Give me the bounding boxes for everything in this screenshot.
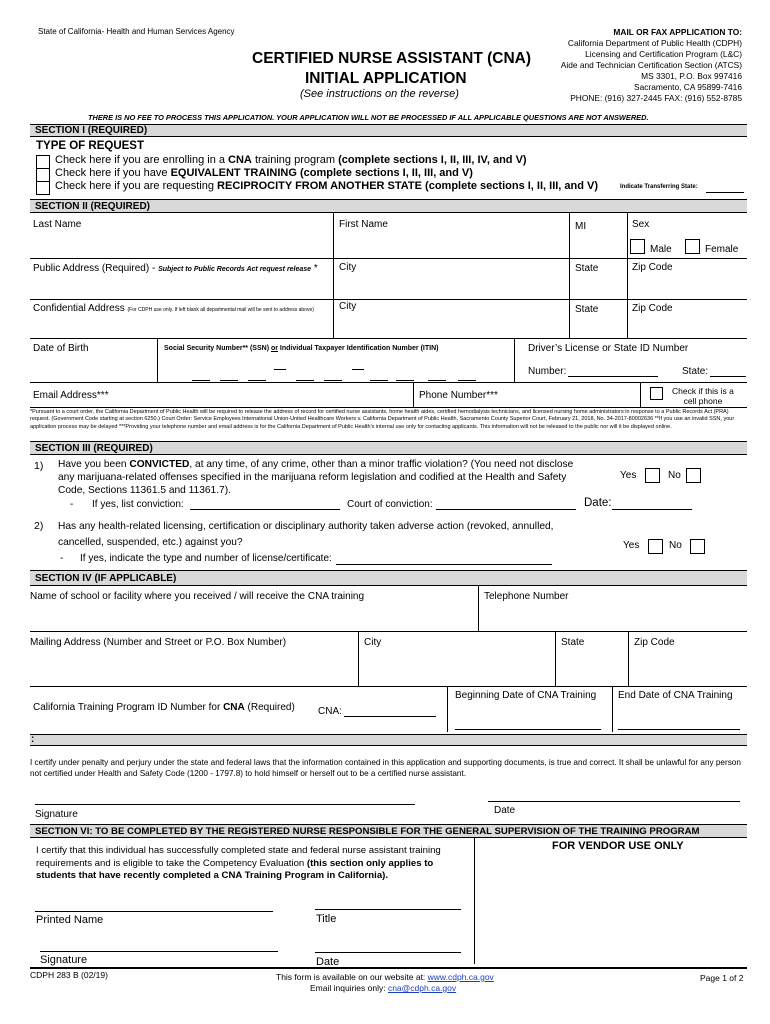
label-text: cell phone [683,396,723,406]
ssn-separator [274,369,286,370]
mail-line: Aide and Technician Certification Section (ATCS) [560,60,742,70]
confidential-state-label: State [575,304,599,315]
form-title-line1: CERTIFIED NURSE ASSISTANT (CNA) [252,50,531,67]
female-label: Female [705,244,739,255]
transferring-state-label: Indicate Transferring State: [620,184,698,190]
phone-label: Phone Number*** [419,390,498,401]
website-link[interactable]: www.cdph.ca.gov [427,972,494,982]
q2-yes-checkbox[interactable] [648,539,663,554]
form-id: CDPH 283 B (02/19) [30,970,108,980]
dl-number-input[interactable] [568,376,658,377]
q1-number: 1) [34,460,44,472]
q2-sub-label: If yes, indicate the type and number of license/certificate: [80,553,332,564]
section-2-header: SECTION II (REQUIRED) [30,199,747,213]
q1-court-label: Court of conviction: [347,499,433,510]
dl-state-label: State: [682,366,709,377]
confidential-zip-label: Zip Code [632,303,673,314]
email-label: Email Address*** [33,390,109,401]
dl-state-input[interactable] [710,376,746,377]
q1-no-label: No [668,470,681,481]
applicant-signature-label: Signature [35,809,78,820]
rn-printed-name-input[interactable] [35,911,273,912]
mail-line: Sacramento, CA 95899-7416 [633,82,742,92]
mail-line: PHONE: (916) 327-2445 FAX: (916) 552-8785 [570,93,742,103]
label-bold: CNA [223,702,245,713]
label-text: Social Security Number** (SSN) [164,345,271,352]
ssn-digit[interactable] [324,380,342,381]
confidential-note: (For CDPH use only. If left blank all departmental mail will be sent to address above) [127,307,314,313]
last-name-label: Last Name [33,219,82,230]
divider [474,838,475,964]
divider [555,631,556,686]
public-zip-label: Zip Code [632,262,673,273]
divider [628,631,629,686]
ssn-digit[interactable] [396,380,414,381]
confidential-city-label: City [339,301,357,312]
q2-license-input[interactable] [336,564,552,565]
section-1-header: SECTION I (REQUIRED) [30,124,747,137]
q2-number: 2) [34,520,44,532]
school-zip-label: Zip Code [634,637,675,648]
processing-notice: THERE IS NO FEE TO PROCESS THIS APPLICATION. YOUR APPLICATION WILL NOT BE PROCESSED IF ALL APPLICABLE QUESTIONS ARE NOT ANSWERED. [88,113,649,122]
cell-phone-label [672,386,734,406]
option-text: training program [251,154,339,166]
option-text: Check here if you are requesting [55,180,218,192]
public-address-label [33,263,318,275]
divider [358,631,359,686]
option-bold: EQUIVALENT TRAINING [170,167,297,179]
q1-yes-label: Yes [620,470,637,481]
row-line [30,299,747,300]
email-line [310,984,456,994]
certification-text: I certify under penalty and perjury under the state and federal laws that the information contained in this application and supporting documents, is true and correct. It shall be unlawful for any person not certified under Health and Safety Code (1200 - 1797.8) to hold himself or herself out to be a certified nurse assistant. [30,758,741,778]
label-text: (Required) [244,702,295,713]
divider [569,258,570,300]
option-text: Check here if you are enrolling in a [55,154,229,166]
option-reciprocity [55,180,598,193]
applicant-signature-input[interactable] [35,804,415,805]
q1-date-input[interactable] [612,509,692,510]
school-label: Name of school or facility where you received / will receive the CNA training [30,591,365,602]
q1-court-input[interactable] [436,509,576,510]
section-3-header: SECTION III (REQUIRED) [30,441,747,455]
rn-signature-input[interactable] [40,951,278,952]
dl-label: Driver’s License or State ID Number [528,343,689,354]
label-text: Public Address (Required) - [33,263,159,274]
section-5-header [30,734,747,746]
dob-label: Date of Birth [33,343,89,354]
divider [413,382,414,408]
rn-date-input[interactable] [315,952,461,953]
row-line [30,631,747,632]
dl-number-label: Number: [528,366,567,377]
dash: - [70,499,74,510]
program-id-label [33,702,295,714]
rn-title-label: Title [316,913,337,925]
male-checkbox[interactable] [630,239,645,254]
label-text: or [270,345,278,352]
transferring-state-input[interactable] [706,192,744,193]
form-title-line2: INITIAL APPLICATION [305,70,467,87]
public-state-label: State [575,263,599,274]
label-text: Confidential Address [33,303,128,314]
agency-name: State of California- Health and Human Services Agency [38,27,235,36]
option-text: Check here if you have [55,167,171,179]
page-number: Page 1 of 2 [700,973,744,983]
male-label: Male [650,244,672,255]
email-link[interactable]: cna@cdph.ca.gov [387,983,457,993]
q-bold: CONVICTED [129,459,190,470]
cell-phone-checkbox[interactable] [650,387,663,400]
divider [447,686,448,732]
divider [478,586,479,632]
type-of-request-heading: TYPE OF REQUEST [36,140,144,152]
rn-date-label: Date [316,956,340,968]
cert-text: I certify that this individual has successfully completed state and federal nurse assistant training requirements and is eligible to take the Competency Evaluation [36,845,441,869]
divider [569,213,570,259]
option-bold: (complete sections I, II, III, and V) [299,167,473,179]
mail-to-block [561,27,742,104]
school-state-label: State [561,637,585,648]
cna-id-input[interactable] [344,716,436,717]
equivalent-training-checkbox[interactable] [36,168,50,182]
label-text: * [311,263,318,274]
dash: - [60,553,64,564]
q1-text [58,459,588,497]
school-city-label: City [364,637,382,648]
q-text: Have you been [58,459,130,470]
form-subtitle: (See instructions on the reverse) [300,88,459,100]
q2-no-label: No [669,540,682,551]
ssn-digit[interactable] [192,380,210,381]
option-bold: (complete sections I, II, III, and V) [425,180,599,192]
label-text: Check if this is a [672,386,734,396]
option-bold: (complete sections I, II, III, IV, and V) [338,154,527,166]
confidential-address-label [33,303,314,315]
ssn-digit[interactable] [370,380,388,381]
cert-bold: (this section only applies to students that have recently completed a CNA Training Program in California). [36,857,434,882]
rn-signature-label: Signature [40,954,88,966]
q1-list-label: If yes, list conviction: [92,499,184,510]
label-text: Individual Taxpayer Identification Number (ITIN) [277,345,439,352]
ssn-separator [352,369,364,370]
divider [612,686,613,732]
rn-title-input[interactable] [315,909,461,910]
ssn-digit[interactable] [248,380,266,381]
row-line [30,338,747,339]
option-enroll [55,154,527,167]
divider [514,338,515,382]
school-mailing-label: Mailing Address (Number and Street or P.O. Box Number) [30,637,287,648]
divider [640,382,641,408]
begin-date-input[interactable] [455,729,601,730]
divider [569,299,570,339]
option-bold: RECIPROCITY FROM ANOTHER STATE [217,180,422,192]
q2-no-checkbox[interactable] [690,539,705,554]
footer-rule [30,967,747,969]
q1-date-label: Date: [584,497,612,509]
first-name-label: First Name [339,219,388,230]
website-line [276,973,494,983]
ssn-label [164,345,439,353]
option-bold: CNA [228,154,252,166]
mail-heading: MAIL OR FAX APPLICATION TO: [613,27,742,37]
divider [627,258,628,300]
mail-line: MS 3301, P.O. Box 997416 [641,71,742,81]
end-date-input[interactable] [618,729,740,730]
vendor-use-label: FOR VENDOR USE ONLY [552,840,684,852]
label-text: Email inquiries only: [310,983,388,993]
section-4-header: SECTION IV (IF APPLICABLE) [30,570,747,586]
applicant-date-input[interactable] [488,801,740,802]
divider [333,258,334,300]
cna-id-label: CNA: [318,706,342,717]
school-phone-label: Telephone Number [484,591,569,602]
ssn-digit[interactable] [220,380,238,381]
row-line [30,407,747,408]
row-line [30,258,747,259]
divider [627,213,628,259]
q1-conviction-input[interactable] [190,509,340,510]
q-text: , at any time, of any crime, other than a minor traffic violation? (You need not disclose any marijuana-related offenses specified in the marijuana reform legislation and codified at the Health and Safety Code, Sections 11361.5 and 11361.7). [58,459,574,496]
reciprocity-checkbox[interactable] [36,181,50,195]
q2-yes-label: Yes [623,540,640,551]
q1-no-checkbox[interactable] [686,468,701,483]
ssn-digit[interactable] [296,380,314,381]
rn-certification-text [36,845,466,883]
rn-printed-name-label: Printed Name [36,914,104,926]
option-equivalent [55,167,473,180]
section-6-header: SECTION VI: TO BE COMPLETED BY THE REGISTERED NURSE RESPONSIBLE FOR THE GENERAL SUPERVISION OF THE TRAINING PROGRAM [30,824,747,838]
female-checkbox[interactable] [685,239,700,254]
row-line [30,686,747,687]
section-5-marker: : [31,734,35,745]
ssn-digit[interactable] [428,380,446,381]
q2-text: Has any health-related licensing, certification or disciplinary authority taken adverse action (revoked, annulled, cancelled, suspended, etc.) against you? [58,521,554,548]
mail-line: California Department of Public Health (CDPH) [567,38,742,48]
divider [157,338,158,382]
begin-date-label: Beginning Date of CNA Training [455,690,597,701]
label-text: California Training Program ID Number for [33,702,224,713]
sex-label: Sex [632,219,650,230]
ssn-digit[interactable] [458,380,476,381]
q1-yes-checkbox[interactable] [645,468,660,483]
enroll-cna-checkbox[interactable] [36,155,50,169]
legal-footnote: *Pursuant to a court order, the California Department of Public Health will be required to release the address of record for certified nurse assistants, home health aides, certified hemodialysis technicians, and licensed nursing home administrators in response to a Public Records Act (PRA) request. (Government Code starting at section 6250.) Court Order: Service Employees International Union-United Healthcare Workers v. California Department of Public Health, Sacramento County Superior Court, February 21, 2018, No. 34-2017-80002636 **If you use an invalid SSN, your application process may be delayed ***Providing your telephone number and email address is for the California Department of Public Health's internal use only for contacting applicants. This information will not be released to the public nor will it be displayed online. [30,409,735,430]
label-text: This form is available on our website at: [276,972,428,982]
end-date-label: End Date of CNA Training [618,690,733,701]
divider [333,299,334,339]
mail-line: Licensing and Certification Program (L&C) [585,49,742,59]
public-city-label: City [339,262,357,273]
divider [627,299,628,339]
divider [333,213,334,259]
applicant-date-label: Date [494,805,516,816]
public-address-note: Subject to Public Records Act request release [158,266,312,273]
mi-label: MI [575,221,587,232]
